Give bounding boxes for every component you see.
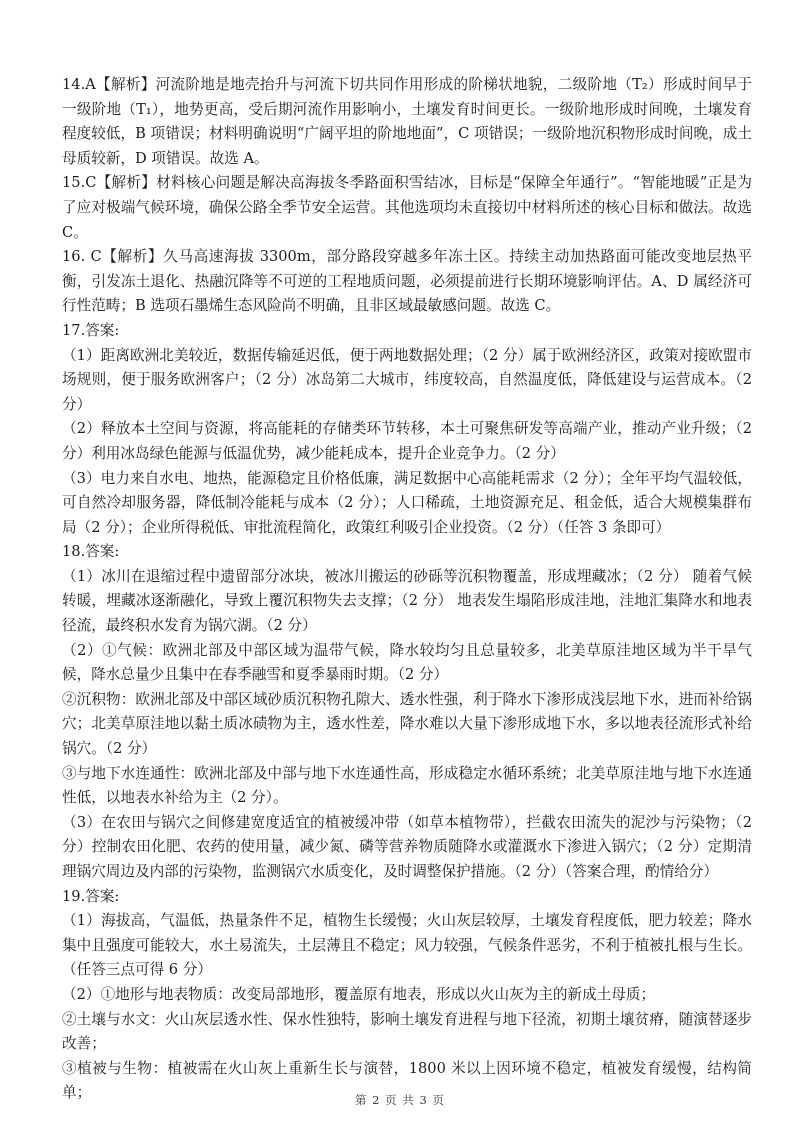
answer-18-part-1: （1）冰川在退缩过程中遗留部分冰块，被冰川搬运的砂砾等沉积物覆盖，形成埋藏冰；（2 分） 随着气候转暖，埋藏冰逐渐融化，导致上覆沉积物失去支撑；（2 分） 地表发生塌陷形成洼地，洼地汇集降水和地表径流，最终积水发育为锅穴湖。（2 分） — [62, 567, 752, 635]
answer-18-part-3: （3）在农田与锅穴之间修建宽度适宜的植被缓冲带（如草本植物带），拦截农田流失的泥沙与污染物；（2 分）控制农田化肥、农药的使用量，减少氮、磷等营养物质随降水或灌溉水下渗进入锅穴；（2 分）定期清理锅穴周边及内部的污染物，监测锅穴水质变化，及时调整保护措施。（2 分）（答案合理，酌情给分） — [62, 813, 752, 880]
answer-19-heading: 19.答案: — [62, 887, 120, 905]
answer-15: 15.C【解析】材料核心问题是解决高海拔冬季路面积雪结冰，目标是“保障全年通行”。“智能地暖”正是为了应对极端气候环境，确保公路全季节安全运营。其他选项均未直接切中材料所述的核心目标和做法。故选 C。 — [62, 174, 752, 241]
page-number: 第 2 页 共 3 页 — [355, 1093, 445, 1107]
answer-18-part-2-sediment: ②沉积物：欧洲北部及中部区域砂质沉积物孔隙大、透水性强，利于降水下渗形成浅层地下水，进而补给锅穴；北美草原洼地以黏土质冰碛物为主，透水性差，降水难以大量下渗形成地下水，多以地表径流形式补给锅穴。（2 分） — [62, 690, 752, 758]
answer-19-part-2-vegetation: ③植被与生物：植被需在火山灰上重新生长与演替，1800 米以上因环境不稳定，植被发育缓慢，结构简单； — [62, 1059, 752, 1102]
answer-19-part-2-soil-water: ②土壤与水文：火山灰层透水性、保水性独特，影响土壤发育进程与地下径流，初期土壤贫瘠，随演替逐步改善； — [62, 1010, 752, 1053]
answer-17-part-1: （1）距离欧洲北美较近，数据传输延迟低，便于两地数据处理；（2 分）属于欧洲经济区，政策对接欧盟市场规则，便于服务欧洲客户；（2 分）冰岛第二大城市，纬度较高，自然温度低，降低建设与运营成本。（2 分） — [62, 346, 752, 413]
answer-17-part-2: （2）释放本土空间与资源，将高能耗的存储类环节转移，本土可聚焦研发等高端产业，推动产业升级；（2 分）利用冰岛绿色能源与低温优势，减少能耗成本，提升企业竞争力。（2 分） — [62, 420, 752, 462]
answer-18-part-2: （2）①气候：欧洲北部及中部区域为温带气候，降水较均匀且总量较多，北美草原洼地区域为半干旱气候，降水总量少且集中在春季融雪和夏季暴雨时期。（2 分） — [62, 641, 752, 684]
answer-18-heading: 18.答案: — [62, 543, 120, 561]
answer-17-heading: 17.答案: — [62, 321, 120, 339]
answer-18-part-2-groundwater: ③与地下水连通性：欧洲北部及中部与地下水连通性高，形成稳定水循环系统；北美草原洼地与地下水连通性低，以地表水补给为主（2 分）。 — [62, 764, 752, 807]
answer-14: 14.A【解析】河流阶地是地壳抬升与河流下切共同作用形成的阶梯状地貌，二级阶地（T₂）形成时间早于一级阶地（T₁），地势更高，受后期河流作用影响小，土壤发育时间更长。一级阶地形成时间晚，土壤发育程度较低，B 项错误；材料明确说明“广阔平坦的阶地地面”，C 项错误；一级阶地沉积物形成时间晚，成土母质较新，D 项错误。故选 A。 — [62, 76, 752, 167]
answer-17-part-3: （3）电力来自水电、地热，能源稳定且价格低廉，满足数据中心高能耗需求（2 分）；全年平均气温较低，可自然冷却服务器，降低制冷能耗与成本（2 分）；人口稀疏，土地资源充足、租金低，适合大规模集群布局（2 分）；企业所得税低、审批流程简化，政策红利吸引企业投资。（2 分）（任答 3 条即可） — [62, 469, 752, 536]
answer-19-part-2: （2）①地形与地表物质：改变局部地形，覆盖原有地表，形成以火山灰为主的新成土母质； — [62, 985, 656, 1003]
answer-document — [62, 73, 752, 1106]
answer-19-part-1: （1）海拔高，气温低，热量条件不足，植物生长缓慢；火山灰层较厚，土壤发育程度低，肥力较差；降水集中且强度可能较大，水土易流失，土层薄且不稳定；风力较强，气候条件恶劣，不利于植被扎根与生长。（任答三点可得 6 分） — [62, 912, 752, 979]
answer-16: 16. C【解析】久马高速海拔 3300m，部分路段穿越多年冻土区。持续主动加热路面可能改变地层热平衡，引发冻土退化、热融沉降等不可逆的工程地质问题，必须提前进行长期环境影响评估。A、D 属经济可行性范畴；B 选项石墨烯生态风险尚不明确，且非区域最敏感问题。故选 C。 — [62, 248, 752, 315]
